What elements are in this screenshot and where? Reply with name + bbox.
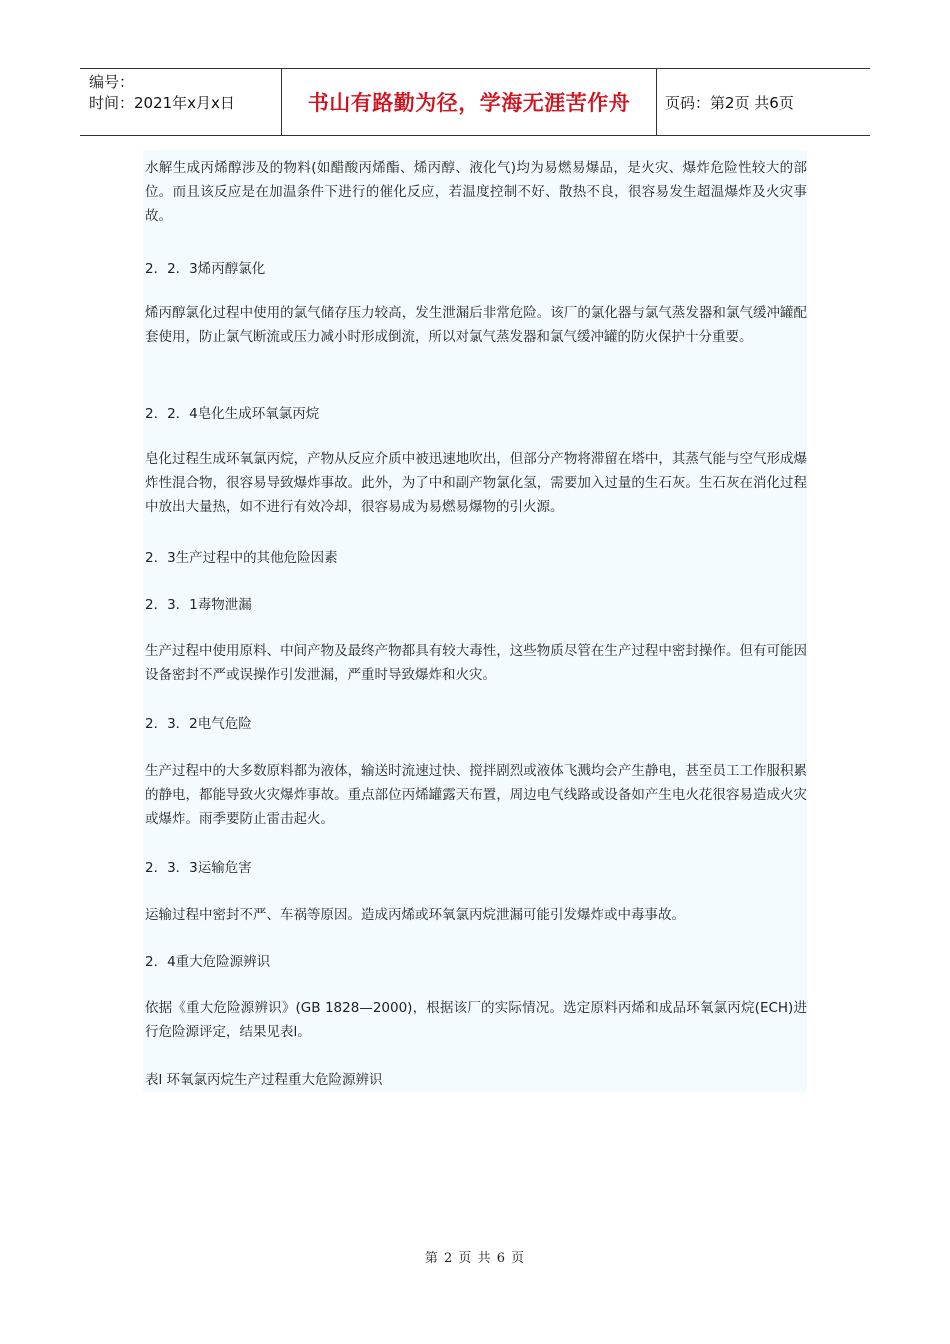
heading-2-2-3: 2．2．3烯丙醇氯化	[145, 261, 266, 277]
header-meta	[80, 69, 282, 135]
heading-2-4: 2．4重大危险源辨识	[145, 954, 271, 970]
heading-2-3-1: 2．3．1毒物泄漏	[145, 597, 252, 613]
doc-number-label: 编号：	[89, 73, 135, 91]
paragraph-toxic-leak: 生产过程中使用原料、中间产物及最终产物都具有较大毒性，这些物质尽管在生产过程中密封操作。但有可能因设备密封不严或误操作引发泄漏，严重时导致爆炸和火灾。	[145, 643, 807, 683]
header-page-info: 页码：第2页 共6页	[665, 93, 794, 112]
header-motto: 书山有路勤为径，学海无涯苦作舟	[282, 69, 657, 135]
heading-2-3-3: 2．3．3运输危害	[145, 860, 252, 876]
page-footer: 第 2 页 共 6 页	[424, 1251, 526, 1266]
time-label: 时间：2021年x月x日	[89, 94, 235, 112]
table-caption: 表l 环氧氯丙烷生产过程重大危险源辨识	[145, 1072, 383, 1088]
paragraph-identification: 依据《重大危险源辨识》(GB 1828—2000)，根据该厂的实际情况。选定原料丙烯和成品环氧氯丙烷(ECH)进行危险源评定，结果见表l。	[145, 1000, 807, 1040]
document-body	[143, 150, 807, 1092]
paragraph-transport: 运输过程中密封不严、车祸等原因。造成丙烯或环氧氯丙烷泄漏可能引发爆炸或中毒事故。	[145, 907, 685, 923]
paragraph-chlorination: 烯丙醇氯化过程中使用的氯气储存压力较高，发生泄漏后非常危险。该厂的氯化器与氯气蒸发器和氯气缓冲罐配套使用，防止氯气断流或压力减小时形成倒流，所以对氯气蒸发器和氯气缓冲罐的防火保护十分重要。	[145, 305, 807, 345]
heading-2-3: 2．3生产过程中的其他危险因素	[145, 550, 338, 566]
paragraph-saponification: 皂化过程生成环氧氯丙烷，产物从反应介质中被迅速地吹出，但部分产物将滞留在塔中，其蒸气能与空气形成爆炸性混合物，很容易导致爆炸事故。此外，为了中和副产物氯化氢，需要加入过量的生石灰。生石灰在消化过程中放出大量热，如不进行有效冷却，很容易成为易燃易爆物的引火源。	[145, 451, 807, 515]
document-header	[80, 68, 870, 136]
heading-2-2-4: 2．2．4皂化生成环氧氯丙烷	[145, 406, 320, 422]
paragraph-hydrolysis: 水解生成丙烯醇涉及的物料(如醋酸丙烯酯、烯丙醇、液化气)均为易燃易爆品，是火灾、爆炸危险性较大的部位。而且该反应是在加温条件下进行的催化反应，若温度控制不好、散热不良，很容易发生超温爆炸及火灾事故。	[145, 160, 807, 224]
heading-2-3-2: 2．3．2电气危险	[145, 716, 252, 732]
paragraph-electrical: 生产过程中的大多数原料都为液体，输送时流速过快、搅拌剧烈或液体飞溅均会产生静电，甚至员工工作服积累的静电，都能导致火灾爆炸事故。重点部位丙烯罐露天布置，周边电气线路或设备如产生电火花很容易造成火灾或爆炸。雨季要防止雷击起火。	[145, 763, 807, 827]
